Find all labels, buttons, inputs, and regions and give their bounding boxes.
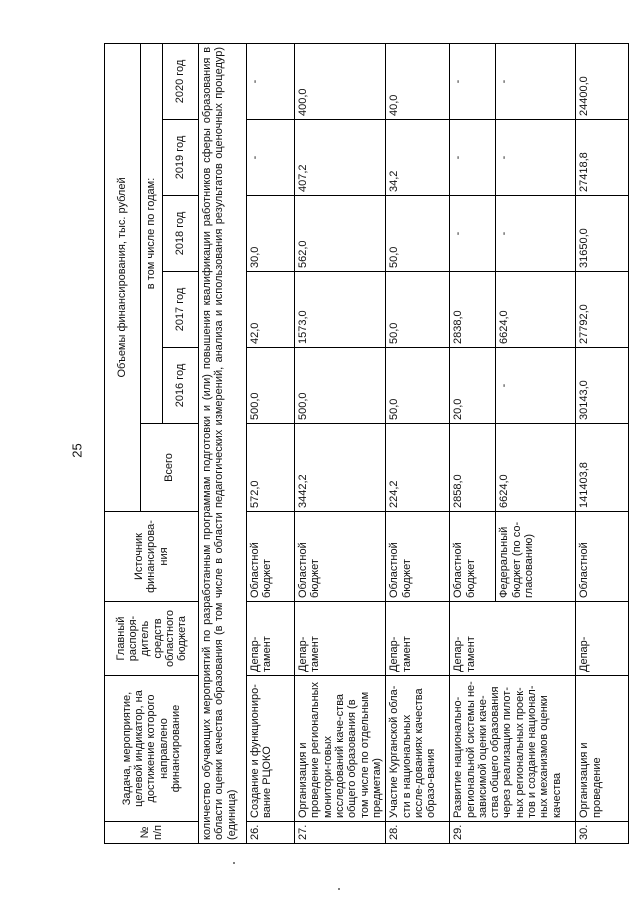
row-manager: Депар-тамент	[386, 602, 450, 676]
row-2019: 34,2	[386, 120, 450, 196]
row-num: 27.	[295, 822, 386, 844]
row-2017: 27792,0	[576, 272, 629, 348]
page-number: 25	[69, 443, 85, 458]
row-2016: 30143,0	[576, 348, 629, 424]
row-source: Областной	[576, 512, 629, 602]
indicator-text: количество обучающих мероприятий по разработанным программам подготовки и (или) повышения квалификации работников сферы образования в области оценки качества образования (в том числе в области педагогических измерений, анализа и использования результатов оценочных процедур) (единица)	[199, 43, 247, 843]
row-2020: 400,0	[295, 43, 386, 119]
row-manager: Депар-тамент	[295, 602, 386, 676]
row-source: Областной бюджет	[450, 512, 496, 602]
row-2020: -	[496, 43, 576, 119]
row-2019: -	[450, 120, 496, 196]
row-2017: 2838,0	[450, 272, 496, 348]
row-2016: 500,0	[247, 348, 295, 424]
row-source: Областной бюджет	[247, 512, 295, 602]
row-num: 29.	[450, 822, 576, 844]
row-name: Создание и функциониро-вание РЦОКО	[247, 676, 295, 822]
rotated-table-page	[104, 44, 629, 844]
row-num: 26.	[247, 822, 295, 844]
row-total: 572,0	[247, 424, 295, 512]
header-year: 2017 год	[163, 272, 199, 348]
header-task: Задача, мероприятие, целевой индикатор, на достижение которого направлено финансирование	[105, 676, 199, 822]
row-2016: -	[496, 348, 576, 424]
row-name: Организация и проведение региональных монитори-говых исследований каче-ства общего образования (в том числе по отдельным предметам)	[295, 676, 386, 822]
table-row	[295, 43, 386, 843]
row-manager: Депар-тамент	[450, 602, 576, 676]
scan-speck	[338, 888, 340, 890]
row-2017: 1573,0	[295, 272, 386, 348]
row-total: 2858,0	[450, 424, 496, 512]
row-2016: 20,0	[450, 348, 496, 424]
row-2018: 562,0	[295, 196, 386, 272]
header-year: 2016 год	[163, 348, 199, 424]
header-volumes: Объемы финансирования, тыс. рублей	[105, 43, 141, 511]
scan-speck	[233, 862, 235, 864]
row-num: 30.	[576, 822, 629, 844]
header-year: 2020 год	[163, 43, 199, 119]
header-total: Всего	[141, 424, 199, 512]
table-row	[386, 43, 450, 843]
header-manager: Главный распоря-дитель средств областного бюджета	[105, 602, 199, 676]
row-total: 6624,0	[496, 424, 576, 512]
row-2018: 30,0	[247, 196, 295, 272]
row-2019: -	[247, 120, 295, 196]
row-manager: Депар-	[576, 602, 629, 676]
row-total: 141403,8	[576, 424, 629, 512]
row-2018: 31650,0	[576, 196, 629, 272]
financing-table	[104, 43, 629, 844]
row-2019: 407,2	[295, 120, 386, 196]
table-row	[576, 43, 629, 843]
row-num: 28.	[386, 822, 450, 844]
row-2017: 42,0	[247, 272, 295, 348]
row-name: Участие Курганской обла-сти в национальных иссле-дованиях качества образо-вания	[386, 676, 450, 822]
row-2019: 27418,8	[576, 120, 629, 196]
row-source: Областной бюджет	[295, 512, 386, 602]
row-2020: -	[247, 43, 295, 119]
header-source: Источник финансирова-ния	[105, 512, 199, 602]
row-total: 224,2	[386, 424, 450, 512]
header-by-years: в том числе по годам:	[141, 43, 163, 423]
row-2016: 50,0	[386, 348, 450, 424]
row-2018: -	[450, 196, 496, 272]
row-2018: 50,0	[386, 196, 450, 272]
row-source: Областной бюджет	[386, 512, 450, 602]
row-2018: -	[496, 196, 576, 272]
table-row	[247, 43, 295, 843]
header-num: № п/п	[105, 822, 199, 844]
row-2020: -	[450, 43, 496, 119]
row-2017: 6624,0	[496, 272, 576, 348]
row-2020: 40,0	[386, 43, 450, 119]
row-2019: -	[496, 120, 576, 196]
table-row	[450, 43, 496, 843]
row-name: Организация и проведение	[576, 676, 629, 822]
row-2017: 50,0	[386, 272, 450, 348]
row-2016: 500,0	[295, 348, 386, 424]
row-2020: 24400,0	[576, 43, 629, 119]
header-year: 2018 год	[163, 196, 199, 272]
header-year: 2019 год	[163, 120, 199, 196]
row-source: Федеральный бюджет (по со-гласованию)	[496, 512, 576, 602]
row-manager: Депар-тамент	[247, 602, 295, 676]
row-name: Развитие национально-региональной системы не-зависимой оценки каче-ства общего образования через реализацию пилот-ных региональных проек-тов и создание национал-ных механизмов оценки качества	[450, 676, 576, 822]
row-total: 3442,2	[295, 424, 386, 512]
